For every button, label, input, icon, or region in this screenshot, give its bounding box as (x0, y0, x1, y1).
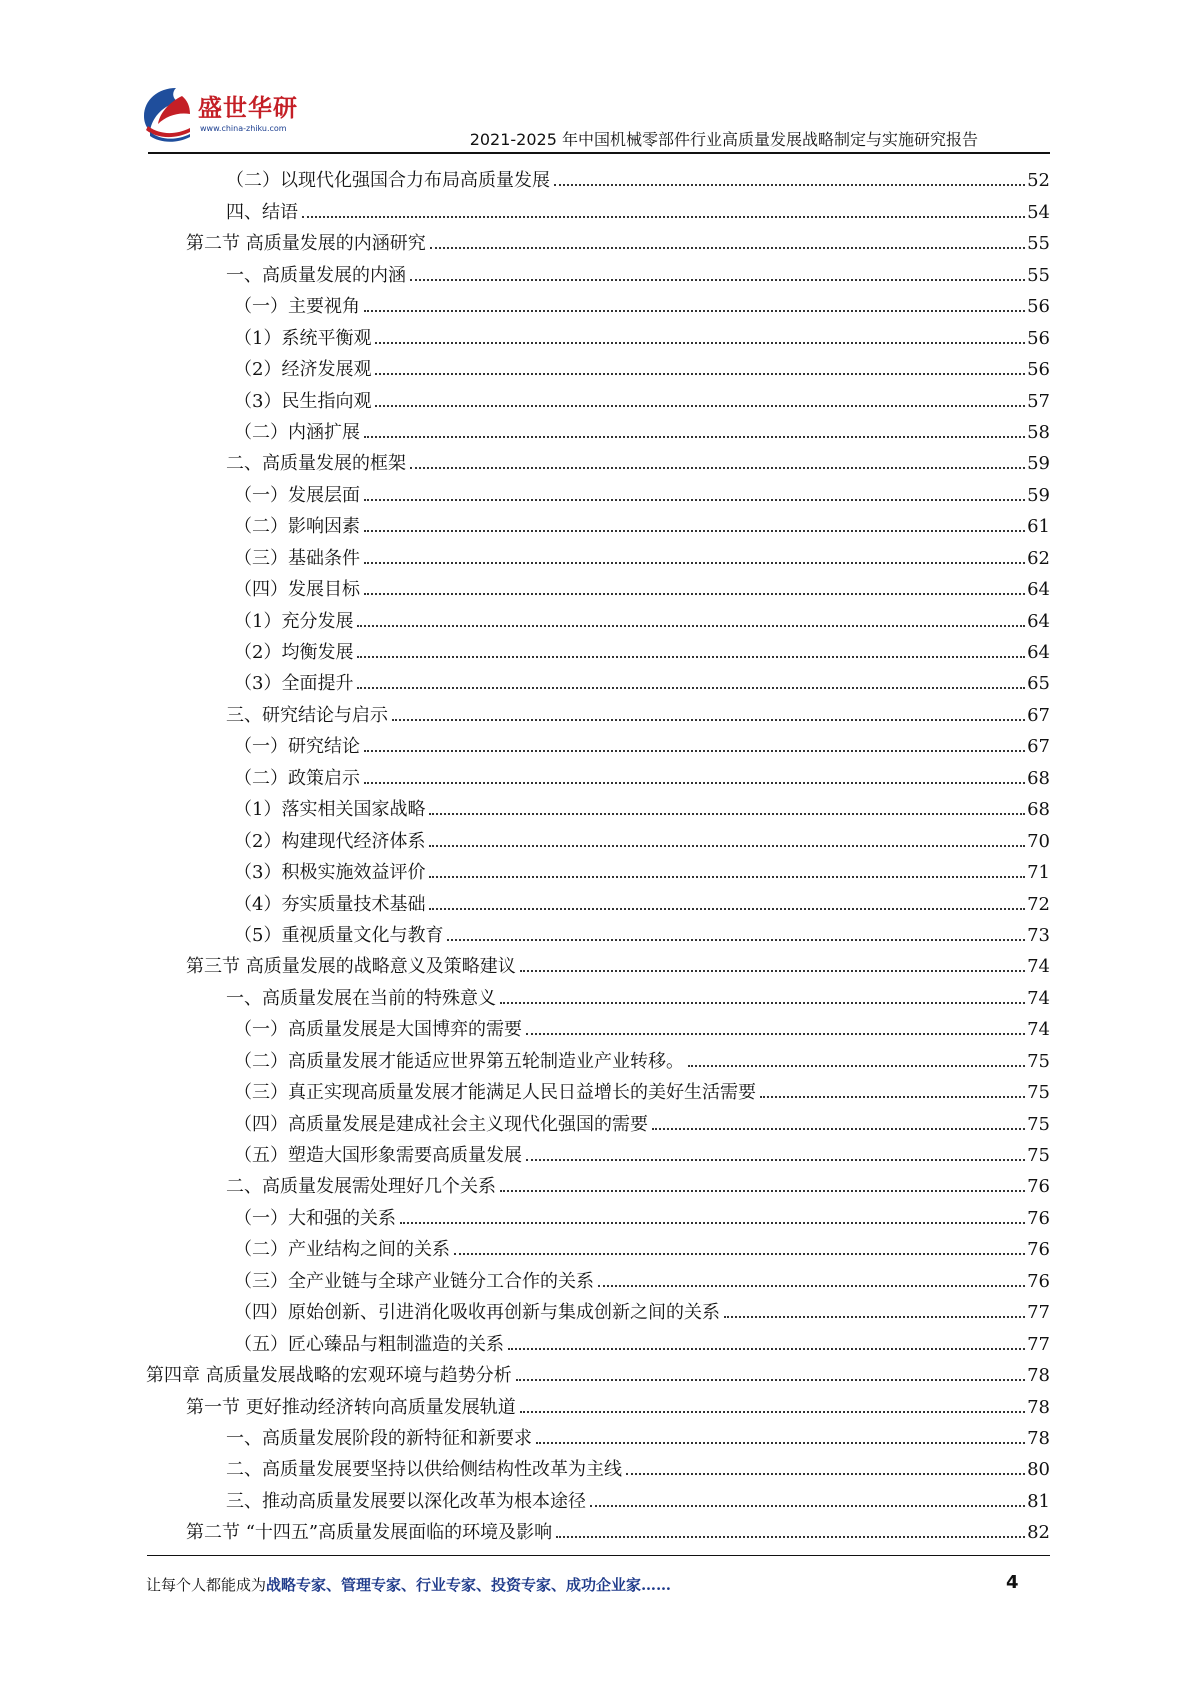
report-title: 2021-2025 年中国机械零部件行业高质量发展战略制定与实施研究报告 (469, 130, 978, 149)
table-of-contents (146, 160, 1050, 1543)
toc-entry[interactable] (146, 1386, 1050, 1417)
toc-entry[interactable] (146, 286, 1050, 317)
toc-entry-label: （五）匠心臻品与粗制滥造的关系 (234, 1333, 504, 1355)
toc-entry-page: 77 (1027, 1302, 1050, 1324)
toc-entry-label: （二）产业结构之间的关系 (234, 1239, 450, 1261)
toc-entry-label: （3）民生指向观 (234, 390, 372, 412)
toc-leader-dots (302, 216, 1025, 218)
toc-leader-dots (410, 279, 1025, 281)
toc-leader-dots (429, 813, 1025, 815)
toc-entry[interactable] (146, 757, 1050, 788)
toc-entry[interactable] (146, 1292, 1050, 1323)
toc-entry-page: 81 (1027, 1490, 1050, 1512)
toc-leader-dots (364, 750, 1025, 752)
toc-entry-page: 54 (1027, 201, 1050, 223)
toc-entry-page: 74 (1027, 956, 1050, 978)
toc-entry-label: （2）构建现代经济体系 (234, 830, 426, 852)
toc-entry[interactable] (146, 1355, 1050, 1386)
toc-leader-dots (357, 687, 1025, 689)
toc-entry[interactable] (146, 1009, 1050, 1040)
toc-leader-dots (400, 1222, 1025, 1224)
toc-entry-page: 59 (1027, 453, 1050, 475)
toc-leader-dots (760, 1096, 1025, 1098)
toc-entry[interactable] (146, 977, 1050, 1008)
toc-entry-label: 第一节 更好推动经济转向高质量发展轨道 (186, 1396, 516, 1418)
toc-entry-label: （一）大和强的关系 (234, 1207, 396, 1229)
toc-entry-page: 68 (1027, 799, 1050, 821)
toc-entry-page: 82 (1027, 1522, 1050, 1544)
toc-entry-page: 55 (1027, 233, 1050, 255)
toc-leader-dots (590, 1505, 1025, 1507)
toc-entry[interactable] (146, 1512, 1050, 1543)
toc-entry-label: 一、高质量发展阶段的新特征和新要求 (226, 1427, 532, 1449)
toc-entry[interactable] (146, 726, 1050, 757)
toc-entry-page: 55 (1027, 264, 1050, 286)
toc-entry-page: 67 (1027, 704, 1050, 726)
logo-text: 盛世华研 (198, 94, 298, 122)
toc-entry-page: 52 (1027, 170, 1050, 192)
toc-leader-dots (520, 970, 1025, 972)
toc-entry-page: 76 (1027, 1239, 1050, 1261)
toc-entry-label: 二、高质量发展要坚持以供给侧结构性改革为主线 (226, 1459, 622, 1481)
toc-entry-page: 74 (1027, 987, 1050, 1009)
toc-leader-dots (364, 530, 1025, 532)
toc-entry-page: 76 (1027, 1176, 1050, 1198)
toc-entry[interactable] (146, 852, 1050, 883)
toc-entry-label: （二）政策启示 (234, 767, 360, 789)
toc-leader-dots (375, 342, 1025, 344)
toc-entry-label: （二）内涵扩展 (234, 421, 360, 443)
toc-entry-label: 一、高质量发展的内涵 (226, 264, 406, 286)
toc-leader-dots (364, 436, 1025, 438)
toc-entry[interactable] (146, 820, 1050, 851)
toc-entry-label: （1）落实相关国家战略 (234, 799, 426, 821)
toc-leader-dots (500, 1002, 1025, 1004)
toc-entry-page: 71 (1027, 862, 1050, 884)
toc-entry-label: （一）高质量发展是大国博弈的需要 (234, 1019, 522, 1041)
toc-entry[interactable] (146, 1418, 1050, 1449)
toc-entry-page: 56 (1027, 327, 1050, 349)
toc-leader-dots (392, 719, 1025, 721)
toc-entry-label: 四、结语 (226, 201, 298, 223)
toc-entry-label: （三）全产业链与全球产业链分工合作的关系 (234, 1270, 594, 1292)
toc-entry[interactable] (146, 1135, 1050, 1166)
toc-entry-label: （四）原始创新、引进消化吸收再创新与集成创新之间的关系 (234, 1302, 720, 1324)
toc-entry-page: 64 (1027, 579, 1050, 601)
toc-entry-page: 78 (1027, 1427, 1050, 1449)
toc-entry-label: 第二节 “十四五”高质量发展面临的环境及影响 (186, 1522, 553, 1544)
toc-entry[interactable] (146, 632, 1050, 663)
toc-leader-dots (447, 939, 1025, 941)
toc-leader-dots (429, 876, 1025, 878)
toc-entry[interactable] (146, 789, 1050, 820)
toc-entry-label: （五）塑造大国形象需要高质量发展 (234, 1145, 522, 1166)
toc-entry-label: 三、推动高质量发展要以深化改革为根本途径 (226, 1490, 586, 1512)
toc-leader-dots (508, 1348, 1025, 1350)
toc-entry-label: 第二节 高质量发展的内涵研究 (186, 233, 426, 255)
toc-leader-dots (554, 184, 1025, 186)
page-header (0, 0, 1191, 160)
toc-entry-label: （一）研究结论 (234, 736, 360, 758)
toc-entry-label: （2）经济发展观 (234, 359, 372, 381)
toc-entry-label: 第三节 高质量发展的战略意义及策略建议 (186, 956, 516, 978)
toc-entry-label: 三、研究结论与启示 (226, 704, 388, 726)
toc-leader-dots (429, 845, 1025, 847)
toc-leader-dots (410, 467, 1025, 469)
toc-entry-label: （5）重视质量文化与教育 (234, 924, 444, 946)
toc-entry-label: （二）以现代化强国合力布局高质量发展 (226, 170, 550, 192)
toc-entry-page: 58 (1027, 421, 1050, 443)
toc-entry-label: 第四章 高质量发展战略的宏观环境与趋势分析 (146, 1365, 512, 1387)
toc-entry[interactable] (146, 506, 1050, 537)
toc-entry-page: 76 (1027, 1207, 1050, 1229)
toc-entry[interactable] (146, 1166, 1050, 1197)
toc-leader-dots (364, 562, 1025, 564)
toc-leader-dots (375, 373, 1025, 375)
toc-entry-label: （一）主要视角 (234, 296, 360, 318)
toc-entry-label: （3）全面提升 (234, 673, 354, 695)
toc-entry-page: 56 (1027, 296, 1050, 318)
toc-entry-label: （二）高质量发展才能适应世界第五轮制造业产业转移。 (234, 1050, 684, 1072)
toc-entry-page: 64 (1027, 610, 1050, 632)
toc-entry-page: 70 (1027, 830, 1050, 852)
toc-leader-dots (516, 1379, 1025, 1381)
page-number: 4 (1006, 1572, 1019, 1593)
toc-entry-label: （二）影响因素 (234, 516, 360, 538)
toc-leader-dots (626, 1473, 1025, 1475)
toc-entry[interactable] (146, 1480, 1050, 1511)
toc-entry-label: （3）积极实施效益评价 (234, 862, 426, 884)
toc-entry-label: （四）发展目标 (234, 579, 360, 601)
footer-divider (147, 1555, 1050, 1556)
toc-entry-page: 77 (1027, 1333, 1050, 1355)
toc-entry[interactable] (146, 569, 1050, 600)
toc-leader-dots (364, 310, 1025, 312)
toc-entry[interactable] (146, 1040, 1050, 1071)
toc-entry[interactable] (146, 412, 1050, 443)
toc-leader-dots (526, 1033, 1025, 1035)
toc-entry-label: 二、高质量发展的框架 (226, 453, 406, 475)
toc-leader-dots (375, 405, 1025, 407)
toc-leader-dots (536, 1442, 1025, 1444)
toc-entry-page: 74 (1027, 1019, 1050, 1041)
toc-entry-page: 59 (1027, 484, 1050, 506)
toc-entry-label: （三）真正实现高质量发展才能满足人民日益增长的美好生活需要 (234, 1082, 756, 1104)
toc-entry-label: （1）系统平衡观 (234, 327, 372, 349)
toc-entry[interactable] (146, 663, 1050, 694)
toc-leader-dots (364, 782, 1025, 784)
toc-entry[interactable] (146, 915, 1050, 946)
toc-entry-label: （三）基础条件 (234, 547, 360, 569)
toc-entry-page: 75 (1027, 1050, 1050, 1072)
toc-entry-page: 75 (1027, 1082, 1050, 1104)
toc-leader-dots (357, 625, 1025, 627)
toc-entry-page: 78 (1027, 1396, 1050, 1418)
company-logo (138, 82, 338, 150)
toc-entry-label: （一）发展层面 (234, 484, 360, 506)
toc-leader-dots (520, 1411, 1025, 1413)
toc-entry-page: 75 (1027, 1145, 1050, 1166)
toc-entry[interactable] (146, 191, 1050, 222)
toc-entry[interactable] (146, 443, 1050, 474)
toc-entry[interactable] (146, 694, 1050, 725)
toc-entry[interactable] (146, 883, 1050, 914)
toc-entry[interactable] (146, 1323, 1050, 1354)
toc-entry-page: 75 (1027, 1113, 1050, 1135)
toc-leader-dots (688, 1065, 1025, 1067)
toc-leader-dots (724, 1316, 1025, 1318)
toc-entry-page: 62 (1027, 547, 1050, 569)
toc-entry-page: 72 (1027, 893, 1050, 915)
toc-entry[interactable] (146, 1072, 1050, 1103)
toc-leader-dots (364, 499, 1025, 501)
toc-entry-page: 76 (1027, 1270, 1050, 1292)
footer-slogan-highlight: 战略专家、管理专家、行业专家、投资专家、成功企业家…… (266, 1576, 672, 1594)
toc-entry-page: 73 (1027, 924, 1050, 946)
toc-entry-label: （2）均衡发展 (234, 642, 354, 663)
toc-entry-page: 65 (1027, 673, 1050, 695)
toc-entry-page: 61 (1027, 516, 1050, 538)
toc-entry[interactable] (146, 1103, 1050, 1134)
toc-entry-page: 68 (1027, 767, 1050, 789)
toc-entry-label: （四）高质量发展是建成社会主义现代化强国的需要 (234, 1113, 648, 1135)
footer-slogan-prefix: 让每个人都能成为 (146, 1576, 267, 1594)
toc-leader-dots (526, 1159, 1025, 1161)
logo-emblem-icon (138, 82, 198, 144)
toc-leader-dots (652, 1128, 1025, 1130)
toc-leader-dots (429, 908, 1025, 910)
toc-leader-dots (364, 593, 1025, 595)
header-divider (148, 152, 1050, 154)
toc-leader-dots (598, 1285, 1025, 1287)
toc-entry[interactable] (146, 474, 1050, 505)
toc-entry[interactable] (146, 1449, 1050, 1480)
toc-entry-page: 78 (1027, 1365, 1050, 1387)
toc-entry[interactable] (146, 349, 1050, 380)
toc-entry[interactable] (146, 160, 1050, 191)
toc-entry-label: （1）充分发展 (234, 610, 354, 632)
toc-entry-page: 67 (1027, 736, 1050, 758)
toc-entry-page: 80 (1027, 1459, 1050, 1481)
toc-entry-label: （4）夯实质量技术基础 (234, 893, 426, 915)
toc-entry[interactable] (146, 1197, 1050, 1228)
toc-leader-dots (454, 1253, 1025, 1255)
toc-entry[interactable] (146, 600, 1050, 631)
toc-leader-dots (430, 247, 1025, 249)
toc-entry-page: 57 (1027, 390, 1050, 412)
toc-leader-dots (556, 1536, 1025, 1538)
logo-url: www.china-zhiku.com (200, 124, 287, 133)
toc-entry[interactable] (146, 223, 1050, 254)
toc-leader-dots (357, 656, 1025, 658)
toc-entry[interactable] (146, 254, 1050, 285)
toc-entry-label: 二、高质量发展需处理好几个关系 (226, 1176, 496, 1198)
toc-entry-label: 一、高质量发展在当前的特殊意义 (226, 987, 496, 1009)
toc-entry[interactable] (146, 380, 1050, 411)
toc-entry-page: 64 (1027, 642, 1050, 663)
toc-entry[interactable] (146, 1229, 1050, 1260)
toc-entry[interactable] (146, 317, 1050, 348)
toc-leader-dots (500, 1190, 1025, 1192)
toc-entry[interactable] (146, 537, 1050, 568)
toc-entry-page: 56 (1027, 359, 1050, 381)
toc-entry[interactable] (146, 1260, 1050, 1291)
footer-slogan (146, 1574, 671, 1595)
toc-entry[interactable] (146, 946, 1050, 977)
